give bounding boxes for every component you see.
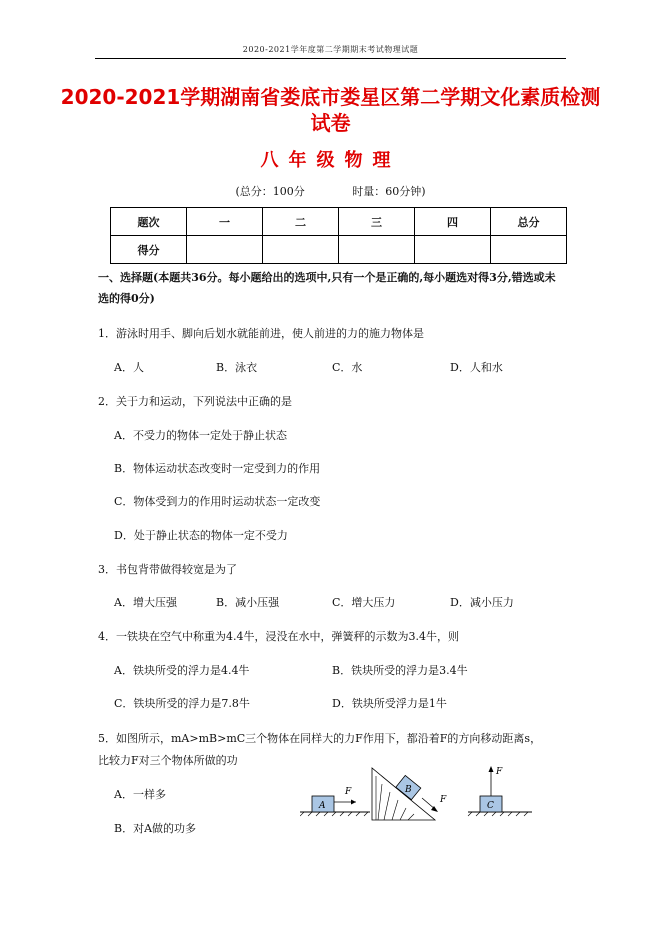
option: D．处于静止状态的物体一定不受力 [114,529,288,542]
option: A．不受力的物体一定处于静止状态 [114,429,287,442]
question-stem: 4．一铁块在空气中称重为4.4牛，浸没在水中，弹簧秤的示数为3.4牛，则 [98,630,459,643]
question-stem: 1．游泳时用手、脚向后划水就能前进，使人前进的力的施力物体是 [98,327,424,340]
table-cell: 得分 [111,236,187,264]
table-row [111,236,567,264]
block-c-label: C [487,801,494,811]
force-label: F [440,795,447,805]
table-cell: 三 [339,208,415,236]
table-cell [415,236,491,264]
subject-title: 八年级物理 [260,150,401,171]
table-cell [263,236,339,264]
option: C．铁块所受的浮力是7.8牛 [114,697,250,710]
table-row [111,208,567,236]
option: D．人和水 [450,361,503,374]
table-cell: 总分 [491,208,567,236]
force-label: F [496,767,503,777]
option: C．增大压力 [332,596,396,609]
option: D．铁块所受浮力是1牛 [332,697,447,710]
table-cell: 二 [263,208,339,236]
option: A．人 [114,361,144,374]
page-header: 2020-2021学年度第二学期期末考试物理试题 [95,44,566,59]
table-cell: 一 [187,208,263,236]
table-cell [187,236,263,264]
table-cell: 题次 [111,208,187,236]
section-heading: 一、选择题(本题共36分。每小题给出的选项中,只有一个是正确的,每小题选对得3分,错选或未选的得0分) [98,271,556,305]
option: B．物体运动状态改变时一定受到力的作用 [114,462,321,475]
option: B．泳衣 [216,361,258,374]
option: A．一样多 [114,788,166,801]
force-label: F [345,787,352,797]
option: A．铁块所受的浮力是4.4牛 [114,664,250,677]
option: B．铁块所受的浮力是3.4牛 [332,664,468,677]
table-cell: 四 [415,208,491,236]
option: C．水 [332,361,363,374]
time-limit: 时量：60分钟) [352,185,426,198]
option: C．物体受到力的作用时运动状态一定改变 [114,495,321,508]
block-a-label: A [319,801,326,811]
table-cell [339,236,415,264]
physics-figure [300,758,540,828]
question-stem-cont: 比较力F对三个物体所做的功 [98,754,238,767]
exam-title: 2020-2021学期湖南省娄底市娄星区第二学期文化素质检测试卷 [60,85,601,135]
option: D．减小压力 [450,596,514,609]
block-b-label: B [405,785,412,795]
option: B．对A做的功多 [114,822,197,835]
question-stem: 2．关于力和运动，下列说法中正确的是 [98,395,292,408]
table-cell [491,236,567,264]
option: A．增大压强 [114,596,177,609]
total-score: (总分：100分 [235,185,305,198]
exam-meta [0,183,661,199]
question-stem: 3．书包背带做得较宽是为了 [98,563,237,576]
score-table [110,207,567,264]
question-stem: 5．如图所示，mA>mB>mC三个物体在同样大的力F作用下，都沿着F的方向移动距离s， [98,732,542,745]
option: B．减小压强 [216,596,280,609]
